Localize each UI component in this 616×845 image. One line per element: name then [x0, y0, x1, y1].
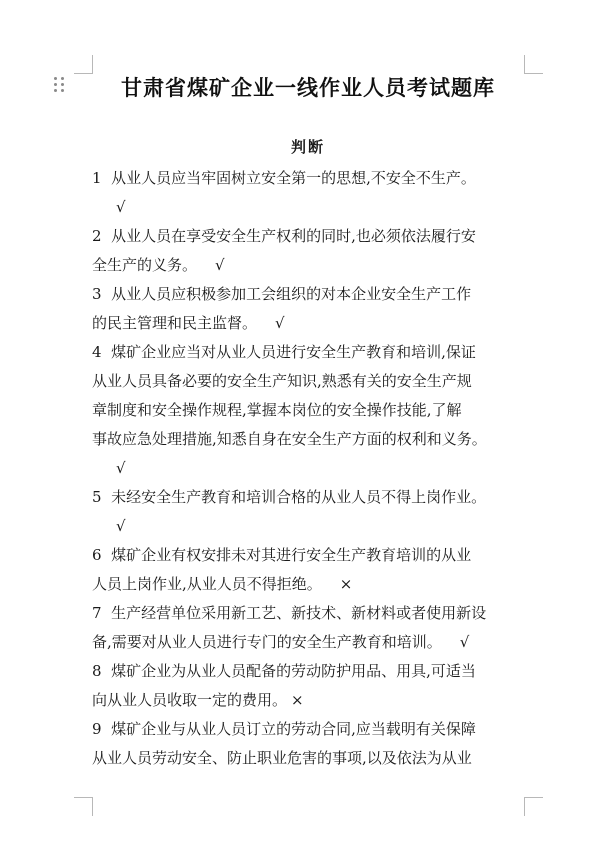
question-line — [92, 251, 530, 280]
answer-mark: √ — [116, 459, 126, 477]
question-9 — [92, 715, 530, 773]
question-line — [92, 628, 530, 657]
answer-line — [92, 454, 530, 483]
answer-line — [92, 512, 530, 541]
question-text: 向从业人员收取一定的费用。 — [92, 691, 288, 709]
answer-mark: √ — [459, 633, 470, 651]
question-text: 人员上岗作业,从业人员不得拒绝。 — [92, 575, 322, 593]
question-text: 从业人员应积极参加工会组织的对本企业安全生产工作 — [111, 285, 472, 303]
question-line — [92, 599, 530, 628]
question-number: 2 — [92, 227, 102, 245]
answer-mark: √ — [116, 198, 126, 216]
question-number: 1 — [92, 169, 102, 187]
question-text: 未经安全生产教育和培训合格的从业人员不得上岗作业。 — [111, 488, 487, 506]
question-text: 煤矿企业有权安排未对其进行安全生产教育培训的从业 — [111, 546, 472, 564]
question-line — [92, 280, 530, 309]
answer-mark: √ — [215, 256, 225, 274]
margin-corner-bottom-left — [74, 797, 93, 816]
question-text: 煤矿企业与从业人员订立的劳动合同,应当载明有关保障 — [111, 720, 476, 738]
answer-mark: × — [291, 691, 304, 709]
question-text: 的民主管理和民主监督。 — [92, 314, 258, 332]
question-4 — [92, 338, 530, 483]
question-number: 5 — [92, 488, 102, 506]
question-1 — [92, 164, 530, 222]
question-line: 章制度和安全操作规程,掌握本岗位的安全操作技能,了解 — [92, 401, 462, 419]
section-heading: 判断 — [290, 138, 325, 156]
question-number: 7 — [92, 604, 102, 622]
question-line — [92, 686, 530, 715]
question-text: 生产经营单位采用新工艺、新技术、新材料或者使用新设 — [111, 604, 487, 622]
question-line — [92, 222, 530, 251]
question-line: 事故应急处理措施,知悉自身在安全生产方面的权利和义务。 — [92, 430, 487, 448]
question-6 — [92, 541, 530, 599]
question-line — [92, 483, 530, 512]
question-line — [92, 715, 530, 744]
question-line — [92, 309, 530, 338]
question-text: 备,需要对从业人员进行专门的安全生产教育和培训。 — [92, 633, 442, 651]
question-text: 全生产的义务。 — [92, 256, 198, 274]
answer-mark: √ — [275, 314, 285, 332]
question-number: 4 — [92, 343, 102, 361]
question-line — [92, 657, 530, 686]
question-number: 3 — [92, 285, 102, 303]
question-line: 从业人员具备必要的安全生产知识,熟悉有关的安全生产规 — [92, 372, 472, 390]
question-text: 从业人员在享受安全生产权利的同时,也必须依法履行安 — [111, 227, 476, 245]
question-line — [92, 541, 530, 570]
question-8 — [92, 657, 530, 715]
question-text: 从业人员应当牢固树立安全第一的思想,不安全不生产。 — [111, 169, 476, 187]
question-5 — [92, 483, 530, 541]
question-line — [92, 164, 530, 193]
question-number: 8 — [92, 662, 102, 680]
question-number: 9 — [92, 720, 102, 738]
question-line — [92, 570, 530, 599]
document-title: 甘肃省煤矿企业一线作业人员考试题库 — [121, 76, 495, 100]
margin-corner-bottom-right — [524, 797, 543, 816]
question-text: 煤矿企业应当对从业人员进行安全生产教育和培训,保证 — [111, 343, 476, 361]
question-2 — [92, 222, 530, 280]
answer-mark: × — [339, 575, 353, 593]
answer-mark: √ — [116, 517, 126, 535]
question-number: 6 — [92, 546, 102, 564]
question-text: 煤矿企业为从业人员配备的劳动防护用品、用具,可适当 — [111, 662, 476, 680]
question-line: 从业人员劳动安全、防止职业危害的事项,以及依法为从业 — [92, 749, 472, 767]
question-3 — [92, 280, 530, 338]
question-7 — [92, 599, 530, 657]
answer-line — [92, 193, 530, 222]
question-line — [92, 338, 530, 367]
